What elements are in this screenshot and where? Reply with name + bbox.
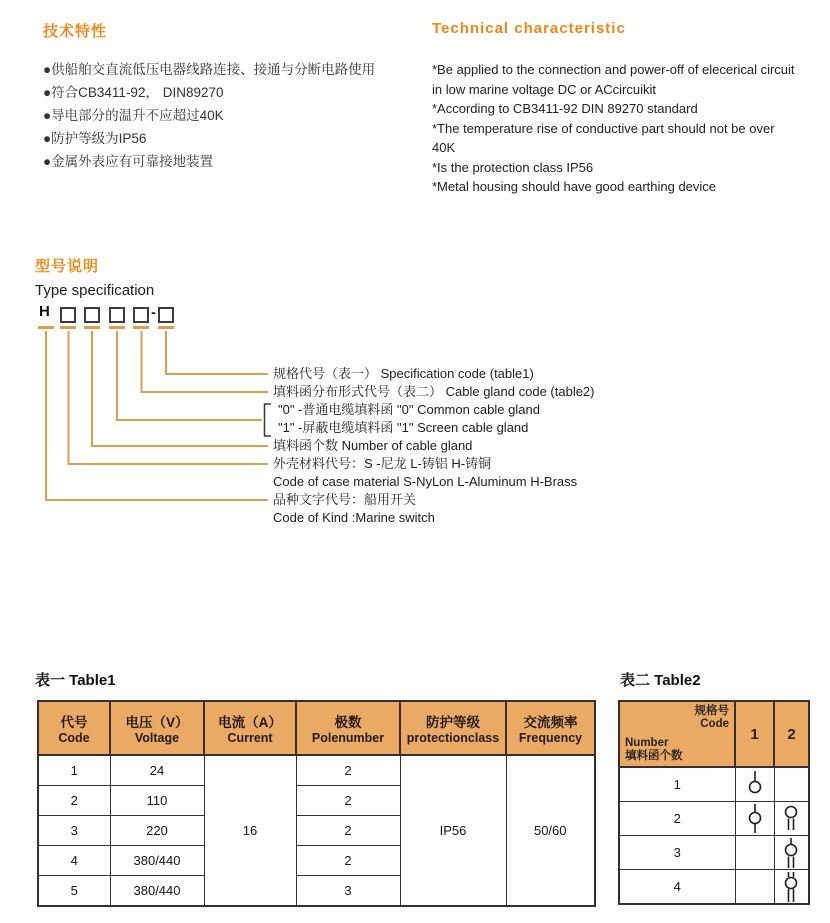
tech-line-en: *The temperature rise of conductive part should not be over [432, 120, 775, 136]
header-en: Code [58, 731, 90, 745]
spec-line-screen-gland: "1" -屏蔽电缆填料函 "1" Screen cable gland [278, 420, 529, 435]
cell-poles: 3 [296, 876, 400, 907]
cell-protection-merged: IP56 [400, 755, 506, 906]
header-en: Polenumber [311, 731, 385, 745]
table1-label: 表一 Table1 [35, 672, 116, 689]
cell-gland-symbol [735, 836, 774, 870]
cell-gland-count: 2 [619, 802, 735, 836]
table-row [619, 870, 809, 905]
header-cn: 交流频率 [523, 715, 578, 730]
header-en: Voltage [134, 731, 180, 745]
cell-frequency-merged: 50/60 [506, 755, 595, 906]
cell-code: 4 [38, 846, 110, 876]
code-prefix-letter: H [39, 303, 50, 320]
cell-gland-symbol [774, 767, 809, 802]
header-cn: 防护等级 [426, 715, 480, 730]
gland-4-double-top-double-bottom-icon [780, 872, 802, 902]
tech-characteristics-list-cn [43, 58, 375, 173]
table1 [37, 700, 596, 907]
corner-number-cn: 填料函个数 [625, 750, 683, 762]
spec-line-case-material-en: Code of case material S-NyLon L-Aluminum H-Brass [273, 474, 578, 489]
cell-gland-count: 1 [619, 767, 735, 802]
table-row [619, 802, 809, 836]
header-en: Frequency [518, 731, 583, 745]
tech-bullet-cn: ●金属外表应有可靠接地装置 [43, 154, 214, 169]
tech-line-en: 40K [432, 140, 456, 155]
tech-characteristics-title-cn: 技术特性 [43, 23, 108, 40]
tech-bullet-cn: ●导电部分的温升不应超过40K [43, 108, 224, 123]
tech-characteristics-title-en: Technical characteristic [432, 20, 626, 37]
spec-line-common-gland: "0" -普通电缆填料函 "0" Common cable gland [278, 402, 540, 417]
header-cn: 电压（V） [125, 715, 189, 730]
table1-header-current [204, 701, 296, 755]
corner-number-en: Number [625, 737, 669, 749]
tech-bullet-cn: ●供船舶交直流低压电器线路连接、接通与分断电路使用 [43, 62, 376, 77]
header-en: protectionclass [406, 731, 500, 745]
table2-header-col1: 1 [735, 701, 774, 767]
tech-line-en: *Is the protection class IP56 [432, 159, 594, 175]
tech-bullet-cn: ●符合CB3411-92， DIN89270 [43, 85, 224, 100]
tech-characteristics-text-en [432, 60, 795, 197]
cell-gland-symbol [735, 870, 774, 905]
cell-gland-count: 3 [619, 836, 735, 870]
cell-code: 5 [38, 876, 110, 907]
corner-bottom-left [625, 737, 683, 763]
spec-line-specification-code: 规格代号（表一） Specification code (table1) [273, 366, 534, 381]
spec-line-gland-number: 填料函个数 Number of cable gland [273, 438, 473, 453]
table-row [619, 767, 809, 802]
header-cn: 电流（A） [218, 715, 282, 730]
table-row [619, 836, 809, 870]
cell-poles: 2 [296, 846, 400, 876]
gland-2-top-bottom-icon [744, 804, 766, 834]
cell-gland-symbol [774, 802, 809, 836]
gland-2-double-bottom-icon [780, 804, 802, 834]
tech-bullet-cn: ●防护等级为IP56 [43, 131, 147, 146]
header-cn: 代号 [60, 715, 88, 730]
cell-current-merged: 16 [204, 755, 296, 906]
table2 [618, 700, 810, 905]
table2-label: 表二 Table2 [620, 672, 701, 689]
code-dash: - [151, 304, 156, 320]
table2-corner-cell [619, 701, 735, 767]
type-spec-title-en: Type specification [35, 282, 155, 299]
table1-header-code [38, 701, 110, 755]
table1-header-frequency [506, 701, 595, 755]
table1-header-polenumber [296, 701, 400, 755]
tech-line-en: in low marine voltage DC or ACcircuikit [432, 81, 656, 97]
cell-poles: 2 [296, 755, 400, 786]
spec-line-kind-cn: 品种文字代号：船用开关 [273, 492, 417, 507]
table1-header-voltage [110, 701, 204, 755]
cell-code: 3 [38, 816, 110, 846]
table2-header-col2: 2 [774, 701, 809, 767]
spec-line-kind-en: Code of Kind :Marine switch [273, 510, 435, 525]
table1-header-protectionclass [400, 701, 506, 755]
gland-1-top-icon [744, 770, 766, 800]
header-en: Current [227, 731, 273, 745]
cell-voltage: 110 [110, 786, 204, 816]
corner-top-right [695, 705, 730, 731]
cell-poles: 2 [296, 816, 400, 846]
cell-gland-symbol [774, 836, 809, 870]
header-cn: 极数 [334, 715, 362, 730]
spec-line-case-material-cn: 外壳材料代号：S -尼龙 L-铸铝 H-铸铜 [273, 456, 492, 471]
cell-gland-count: 4 [619, 870, 735, 905]
tech-line-en: *Metal housing should have good earthing device [432, 179, 717, 194]
cell-voltage: 380/440 [110, 876, 204, 907]
bracket-glyph [265, 404, 272, 436]
spec-line-cable-gland-code: 填料函分布形式代号（表二） Cable gland code (table2) [273, 384, 595, 399]
cell-voltage: 24 [110, 755, 204, 786]
cell-gland-symbol [735, 767, 774, 802]
table-row [38, 755, 595, 786]
tech-line-en: *Be applied to the connection and power-off of elecerical circuit [432, 62, 795, 77]
gland-3-top-double-bottom-icon [780, 838, 802, 868]
cell-poles: 2 [296, 786, 400, 816]
corner-code-en: Code [700, 718, 729, 730]
cell-gland-symbol [735, 802, 774, 836]
cell-voltage: 220 [110, 816, 204, 846]
cell-gland-symbol [774, 870, 809, 905]
corner-code-cn: 规格号 [694, 705, 729, 717]
table1-header-row [38, 701, 595, 755]
cell-code: 2 [38, 786, 110, 816]
cell-code: 1 [38, 755, 110, 786]
type-spec-title-cn: 型号说明 [35, 258, 100, 275]
type-code-diagram [35, 305, 735, 535]
cell-voltage: 380/440 [110, 846, 204, 876]
table2-header-row [619, 701, 809, 767]
tech-line-en: *According to CB3411-92 DIN 89270 standard [432, 101, 698, 116]
